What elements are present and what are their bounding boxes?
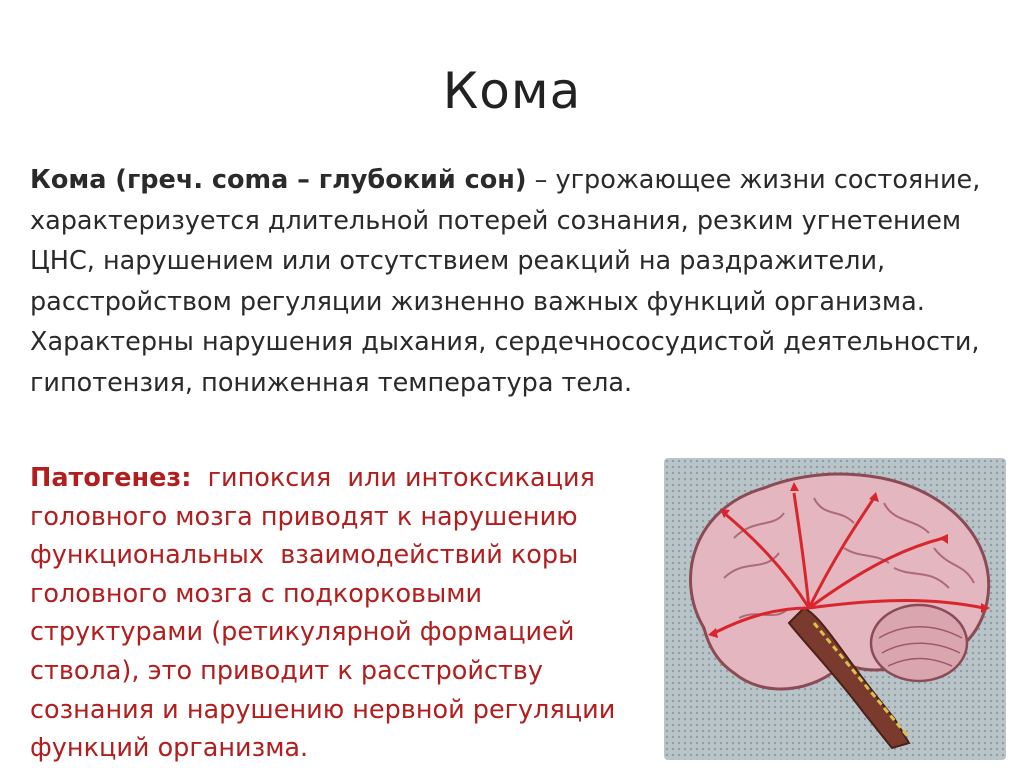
definition-paragraph	[30, 160, 995, 403]
definition-term: Кома (греч. coma – глубокий сон)	[30, 165, 527, 195]
slide-title: Кома	[442, 62, 582, 120]
pathogenesis-paragraph	[30, 459, 630, 768]
brain-illustration-icon	[664, 458, 1006, 760]
definition-text: – угрожающее жизни состояние, характеризуется длительной потерей сознания, резким угнетением ЦНС, нарушением или отсутствием реакций на раздражители, расстройством регуляции жизненно важных функций организма. Характерны нарушения дыхания, сердечнососудистой деятельности, гипотензия, пониженная температура тела.	[30, 165, 981, 398]
pathogenesis-label: Патогенез:	[30, 463, 192, 493]
brain-figure	[664, 458, 1006, 760]
pathogenesis-text: гипоксия или интоксикация головного мозга приводят к нарушению функциональных взаимодействий коры головного мозга с подкорковыми структурами (ретикулярной формацией ствола), это приводит к расстройству сознания и нарушению нервной регуляции функций организма.	[30, 463, 624, 764]
